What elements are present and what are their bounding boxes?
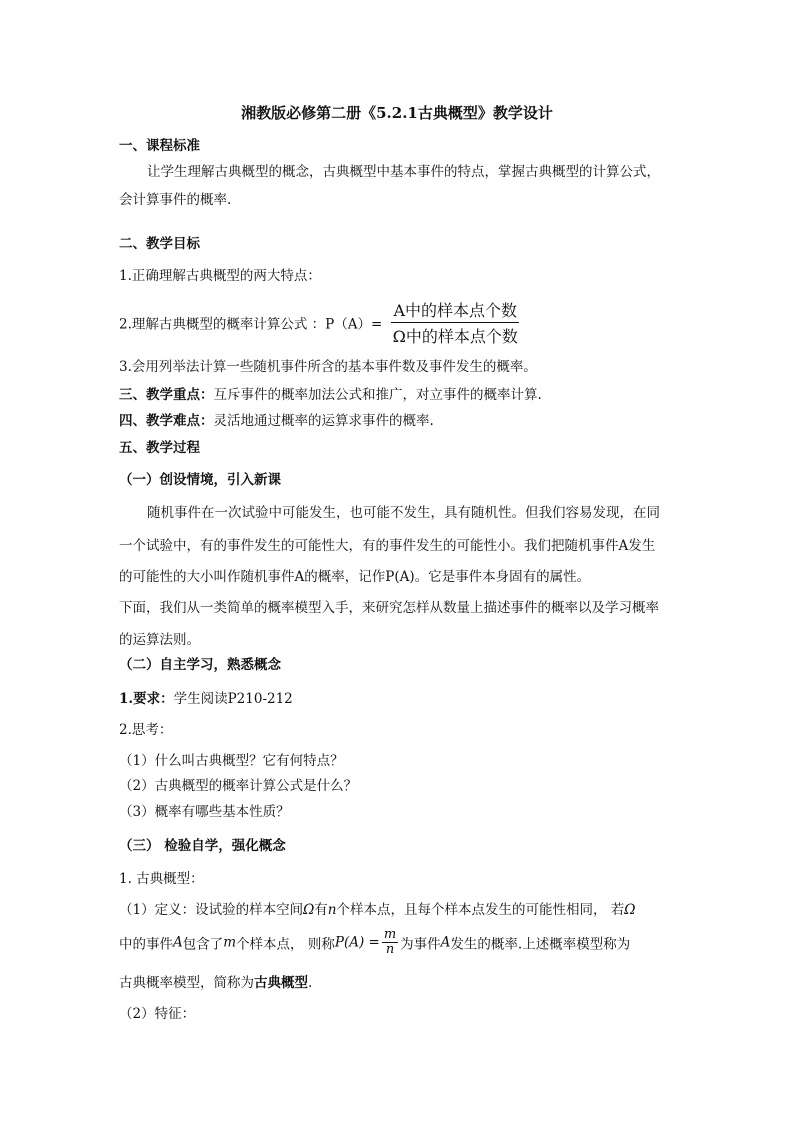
requirement-text: 学生阅读P210-212 [173,691,293,707]
question-item-3: （3）概率有哪些基本性质？ [119,804,290,820]
section-difficulties [119,409,434,429]
question-item-2: （2）古典概型的概率计算公式是什么？ [119,778,358,794]
definition-text: 古典概率模型，简称为 [119,975,254,991]
probability-formula-fraction [391,298,520,347]
definition-text: 个样本点， 则称 [236,936,335,953]
paragraph-line: 随机事件在一次试验中可能发生，也可能不发生，具有随机性。但我们容易发现，在同 [147,505,660,521]
subsection-heading-1: （一）创设情境，引入新课 [119,472,281,488]
definition-text: 为事件 [400,936,441,953]
formula-lhs: P(A) = [334,934,380,951]
variable-n: n [327,902,337,918]
feature-label: （2）特征： [119,1006,196,1022]
section-heading-goals: 二、教学目标 [119,236,200,252]
paragraph-line: 下面，我们从一类简单的概率模型入手，来研究怎样从数量上描述事件的概率以及学习概率 [119,600,659,616]
definition-text: 中的事件 [119,936,173,953]
definition-text: 有 [314,902,328,918]
key-points-label: 三、教学重点： [119,387,214,403]
definition-text: 包含了 [182,936,224,953]
variable-A: A [173,934,183,951]
definition-text: 个样本点，且每个样本点发生的可能性相同， 若 [336,902,625,918]
paragraph-line: 让学生理解古典概型的概念，古典概型中基本事件的特点，掌握古典概型的计算公式， [147,164,660,180]
key-points-text: 互斥事件的概率加法公式和推广，对立事件的概率计算. [213,387,542,403]
omega-symbol: Ω [303,902,315,918]
think-label: 2.思考： [119,722,173,738]
fraction-denominator: n [385,942,395,957]
concept-heading: 1. 古典概型： [119,871,204,887]
definition-text: （1）定义：设试验的样本空间 [119,902,304,918]
requirement-label: 1.要求： [119,691,174,707]
term-classical-model: 古典概型 [254,975,308,991]
section-heading-process: 五、教学过程 [119,440,200,456]
subsection-heading-2: （二）自主学习，熟悉概念 [119,657,281,673]
paragraph-line: 一个试验中，有的事件发生的可能性大，有的事件发生的可能性小。我们把随机事件A发生 [119,538,656,554]
m-over-n-fraction [382,928,398,957]
definition-line-2 [119,928,630,957]
requirement-line [119,687,293,707]
variable-m: m [223,934,237,951]
page-title: 湘教版必修第二册《5.2.1古典概型》教学设计 [241,104,553,122]
section-key-points [119,383,542,403]
definition-text: 发生的概率.上述概率模型称为 [450,936,631,953]
goal-item-2-text: 2.理解古典概型的概率计算公式 ：P（A）= [119,316,383,333]
goal-item-1: 1.正确理解古典概型的两大特点： [119,268,321,284]
paragraph-line: 的运算法则。 [119,632,200,648]
definition-line-1 [119,898,636,918]
definition-text: . [308,975,313,991]
variable-A: A [440,934,451,951]
omega-symbol: Ω [624,902,636,918]
difficulties-text: 灵活地通过概率的运算求事件的概率. [213,413,434,429]
subsection-heading-3: （三） 检验自学，强化概念 [119,838,286,854]
paragraph-line: 的可能性的大小叫作随机事件A的概率，记作P(A)。它是事件本身固有的属性。 [119,569,591,585]
paragraph-line: 会计算事件的概率. [119,192,232,208]
formula-denominator: Ω中的样本点个数 [392,327,518,346]
goal-item-3: 3.会用列举法计算一些随机事件所含的基本事件数及事件发生的概率。 [119,359,537,375]
section-heading-standard: 一、课程标准 [119,138,200,154]
question-item-1: （1）什么叫古典概型？它有何特点？ [119,753,344,769]
difficulties-label: 四、教学难点： [119,413,214,429]
definition-line-3 [119,971,312,991]
formula-numerator: A中的样本点个数 [391,298,519,323]
goal-item-2 [119,298,520,347]
fraction-numerator: m [383,927,397,942]
